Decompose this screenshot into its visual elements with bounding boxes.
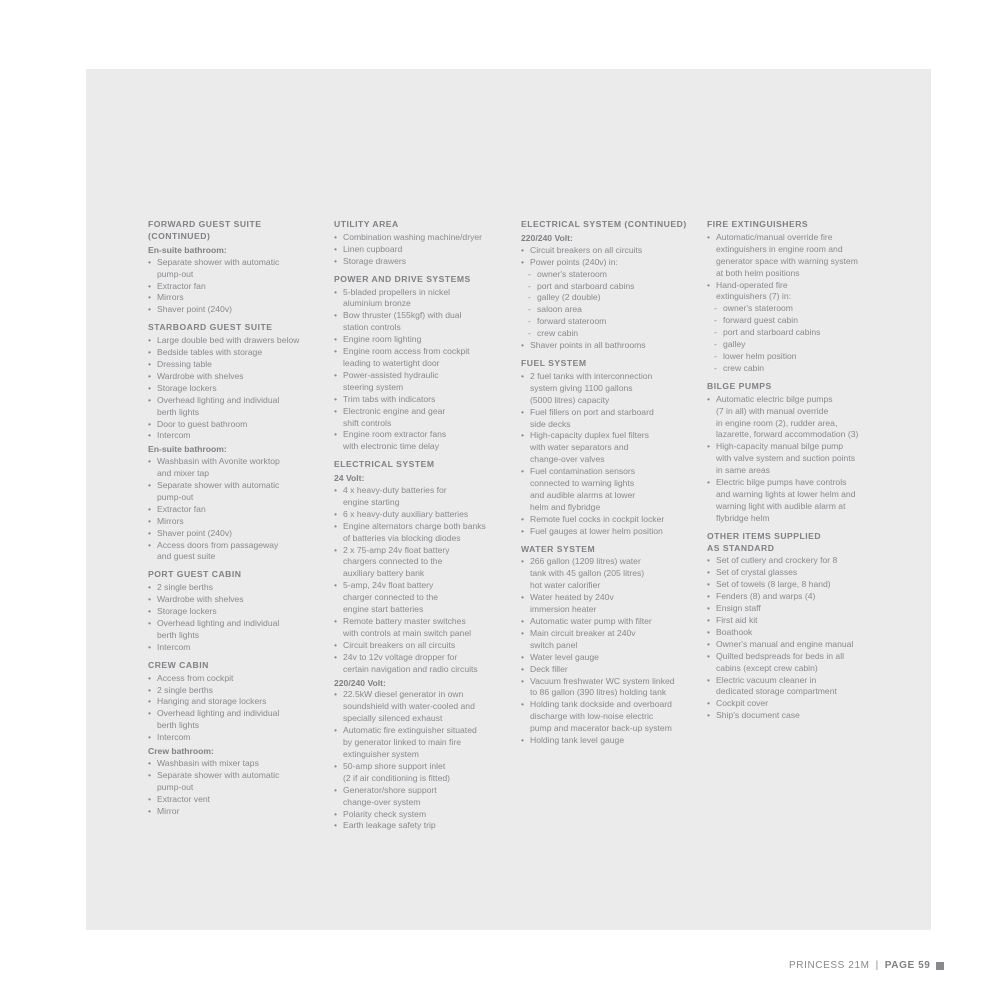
spec-item: • Automatic electric bilge pumps (7 in all) with manual override in engine room (2), rudder area, lazarette, forward accommodation (3) bbox=[707, 394, 879, 442]
spec-item: • Holding tank dockside and overboard discharge with low-noise electric pump and macerator back-up system bbox=[521, 699, 693, 735]
spec-item: • 2 single berths bbox=[148, 685, 320, 697]
spec-item: • Storage lockers bbox=[148, 383, 320, 395]
section-subheading: En-suite bathroom: bbox=[148, 444, 227, 455]
spec-sub-item: - galley bbox=[707, 339, 879, 351]
spec-item: • Hanging and storage lockers bbox=[148, 696, 320, 708]
spec-item: • Cockpit cover bbox=[707, 698, 879, 710]
spec-sub-item: - galley (2 double) bbox=[521, 292, 693, 304]
section-heading: WATER SYSTEM bbox=[521, 543, 596, 554]
section-heading: POWER AND DRIVE SYSTEMS bbox=[334, 273, 471, 284]
section-heading: ELECTRICAL SYSTEM bbox=[334, 459, 435, 470]
spec-list bbox=[707, 232, 879, 375]
spec-list bbox=[148, 673, 320, 744]
spec-item: • Intercom bbox=[148, 732, 320, 744]
spec-item: • 2 fuel tanks with interconnection system giving 1100 gallons (5000 litres) capacity bbox=[521, 371, 693, 407]
spec-item: • Remote battery master switches with controls at main switch panel bbox=[334, 616, 506, 640]
spec-item: • Electric bilge pumps have controls and warning lights at lower helm and warning light with audible alarm at flybridge helm bbox=[707, 477, 879, 525]
spec-item: • Storage lockers bbox=[148, 606, 320, 618]
spec-item: • Mirrors bbox=[148, 292, 320, 304]
spec-item: • 5-bladed propellers in nickel aluminium bronze bbox=[334, 287, 506, 311]
spec-item: • Washbasin with mixer taps bbox=[148, 758, 320, 770]
spec-column-1 bbox=[148, 219, 320, 818]
spec-item: • Electronic engine and gear shift controls bbox=[334, 406, 506, 430]
spec-item: • Engine room extractor fans with electronic time delay bbox=[334, 429, 506, 453]
spec-item: • Wardrobe with shelves bbox=[148, 594, 320, 606]
spec-item: • Earth leakage safety trip bbox=[334, 820, 506, 832]
section-subheading: En-suite bathroom: bbox=[148, 244, 227, 255]
square-icon bbox=[936, 962, 944, 970]
spec-item: • Large double bed with drawers below bbox=[148, 335, 320, 347]
spec-item: • Set of towels (8 large, 8 hand) bbox=[707, 579, 879, 591]
spec-item: • Remote fuel cocks in cockpit locker bbox=[521, 514, 693, 526]
spec-item: • Overhead lighting and individual berth lights bbox=[148, 618, 320, 642]
spec-column-3 bbox=[521, 219, 693, 747]
spec-item: • Access from cockpit bbox=[148, 673, 320, 685]
spec-item: • Ensign staff bbox=[707, 603, 879, 615]
spec-list bbox=[707, 394, 879, 525]
spec-item: • Fenders (8) and warps (4) bbox=[707, 591, 879, 603]
spec-item: • Vacuum freshwater WC system linked to 86 gallon (390 litres) holding tank bbox=[521, 676, 693, 700]
spec-item: • Main circuit breaker at 240v switch panel bbox=[521, 628, 693, 652]
spec-column-4 bbox=[707, 219, 879, 722]
spec-item: • Engine room access from cockpit leading to watertight door bbox=[334, 346, 506, 370]
spec-item: • Circuit breakers on all circuits bbox=[334, 640, 506, 652]
spec-item: • Bedside tables with storage bbox=[148, 347, 320, 359]
spec-item: • Trim tabs with indicators bbox=[334, 394, 506, 406]
spec-item: • Extractor fan bbox=[148, 504, 320, 516]
spec-column-2 bbox=[334, 219, 506, 832]
spec-sub-item: - crew cabin bbox=[521, 328, 693, 340]
spec-item: • Shaver points in all bathrooms bbox=[521, 340, 693, 352]
spec-list bbox=[148, 758, 320, 818]
spec-sub-item: - owner's stateroom bbox=[707, 303, 879, 315]
spec-item: • 2 x 75-amp 24v float battery chargers connected to the auxiliary battery bank bbox=[334, 545, 506, 581]
spec-item: • 5-amp, 24v float battery charger connected to the engine start batteries bbox=[334, 580, 506, 616]
spec-item: • Combination washing machine/dryer bbox=[334, 232, 506, 244]
spec-item: • 4 x heavy-duty batteries for engine starting bbox=[334, 485, 506, 509]
spec-item: • Quilted bedspreads for beds in all cabins (except crew cabin) bbox=[707, 651, 879, 675]
section-heading: FUEL SYSTEM bbox=[521, 357, 587, 368]
spec-item: • Separate shower with automatic pump-out bbox=[148, 257, 320, 281]
spec-list bbox=[148, 335, 320, 442]
footer-model: PRINCESS 21M bbox=[789, 960, 870, 971]
spec-item: • High-capacity duplex fuel filters with water separators and change-over valves bbox=[521, 430, 693, 466]
spec-item: • Washbasin with Avonite worktop and mixer tap bbox=[148, 456, 320, 480]
spec-item: • 24v to 12v voltage dropper for certain navigation and radio circuits bbox=[334, 652, 506, 676]
spec-item: • Access doors from passageway and guest suite bbox=[148, 540, 320, 564]
spec-item: • Linen cupboard bbox=[334, 244, 506, 256]
spec-item: • Fuel fillers on port and starboard side decks bbox=[521, 407, 693, 431]
spec-item: • 22.5kW diesel generator in own soundshield with water-cooled and specially silenced exhaust bbox=[334, 689, 506, 725]
section-heading: UTILITY AREA bbox=[334, 219, 399, 229]
spec-item: • Wardrobe with shelves bbox=[148, 371, 320, 383]
spec-list bbox=[334, 485, 506, 676]
spec-list bbox=[521, 245, 693, 352]
spec-item: • Boathook bbox=[707, 627, 879, 639]
spec-item: • Separate shower with automatic pump-out bbox=[148, 770, 320, 794]
spec-sub-item: - forward stateroom bbox=[521, 316, 693, 328]
spec-item: • Engine alternators charge both banks of batteries via blocking diodes bbox=[334, 521, 506, 545]
section-subheading: Crew bathroom: bbox=[148, 746, 214, 757]
spec-item: • Deck filler bbox=[521, 664, 693, 676]
spec-item: • Generator/shore support change-over system bbox=[334, 785, 506, 809]
spec-sub-item: - forward guest cabin bbox=[707, 315, 879, 327]
spec-item: • Set of cutlery and crockery for 8 bbox=[707, 555, 879, 567]
spec-list bbox=[521, 556, 693, 747]
spec-item: • Intercom bbox=[148, 642, 320, 654]
spec-item: • Overhead lighting and individual berth lights bbox=[148, 395, 320, 419]
spec-item: • Fuel gauges at lower helm position bbox=[521, 526, 693, 538]
spec-item: • Shaver point (240v) bbox=[148, 304, 320, 316]
section-heading: PORT GUEST CABIN bbox=[148, 569, 242, 580]
spec-item: • Power-assisted hydraulic steering system bbox=[334, 370, 506, 394]
spec-item: • Power points (240v) in: bbox=[521, 257, 693, 269]
spec-item: • Hand-operated fire extinguishers (7) in: bbox=[707, 280, 879, 304]
spec-item: • Dressing table bbox=[148, 359, 320, 371]
spec-item: • Mirrors bbox=[148, 516, 320, 528]
spec-item: • Overhead lighting and individual berth lights bbox=[148, 708, 320, 732]
spec-item: • Separate shower with automatic pump-out bbox=[148, 480, 320, 504]
spec-item: • 266 gallon (1209 litres) water tank with 45 gallon (205 litres) hot water calorifier bbox=[521, 556, 693, 592]
spec-item: • Engine room lighting bbox=[334, 334, 506, 346]
page-footer bbox=[789, 960, 944, 971]
spec-list bbox=[148, 257, 320, 317]
spec-list bbox=[521, 371, 693, 538]
spec-item: • Shaver point (240v) bbox=[148, 528, 320, 540]
spec-item: • 50-amp shore support inlet (2 if air conditioning is fitted) bbox=[334, 761, 506, 785]
spec-item: • Automatic water pump with filter bbox=[521, 616, 693, 628]
spec-item: • Door to guest bathroom bbox=[148, 419, 320, 431]
spec-list bbox=[334, 689, 506, 832]
spec-item: • Water heated by 240v immersion heater bbox=[521, 592, 693, 616]
spec-sub-item: - owner's stateroom bbox=[521, 269, 693, 281]
spec-item: • Mirror bbox=[148, 806, 320, 818]
section-heading: BILGE PUMPS bbox=[707, 380, 772, 391]
spec-item: • Fuel contamination sensors connected to warning lights and audible alarms at lower helm and flybridge bbox=[521, 466, 693, 514]
section-heading: ELECTRICAL SYSTEM (CONTINUED) bbox=[521, 219, 687, 229]
spec-item: • Water level gauge bbox=[521, 652, 693, 664]
spec-list bbox=[148, 456, 320, 563]
spec-item: • Electric vacuum cleaner in dedicated storage compartment bbox=[707, 675, 879, 699]
spec-item: • Automatic/manual override fire extinguishers in engine room and generator space with warning system at both helm positions bbox=[707, 232, 879, 280]
spec-list bbox=[334, 287, 506, 454]
spec-item: • 2 single berths bbox=[148, 582, 320, 594]
footer-page-number: PAGE 59 bbox=[884, 960, 931, 971]
spec-item: • Intercom bbox=[148, 430, 320, 442]
section-subheading: 220/240 Volt: bbox=[334, 677, 386, 688]
spec-item: • Ship's document case bbox=[707, 710, 879, 722]
spec-item: • Bow thruster (155kgf) with dual station controls bbox=[334, 310, 506, 334]
spec-list bbox=[148, 582, 320, 653]
spec-item: • Circuit breakers on all circuits bbox=[521, 245, 693, 257]
spec-item: • Owner's manual and engine manual bbox=[707, 639, 879, 651]
spec-item: • High-capacity manual bilge pump with valve system and suction points in same areas bbox=[707, 441, 879, 477]
spec-item: • Extractor vent bbox=[148, 794, 320, 806]
section-heading: STARBOARD GUEST SUITE bbox=[148, 322, 273, 333]
section-subheading: 220/240 Volt: bbox=[521, 232, 573, 243]
spec-item: • Automatic fire extinguisher situated by generator linked to main fire extinguisher system bbox=[334, 725, 506, 761]
footer-separator: | bbox=[875, 960, 879, 971]
spec-item: • 6 x heavy-duty auxiliary batteries bbox=[334, 509, 506, 521]
spec-item: • Extractor fan bbox=[148, 281, 320, 293]
section-subheading: 24 Volt: bbox=[334, 473, 365, 484]
spec-sub-item: - port and starboard cabins bbox=[521, 281, 693, 293]
spec-sub-item: - crew cabin bbox=[707, 363, 879, 375]
section-heading: CREW CABIN bbox=[148, 659, 209, 670]
spec-item: • First aid kit bbox=[707, 615, 879, 627]
section-heading: OTHER ITEMS SUPPLIED AS STANDARD bbox=[707, 530, 822, 553]
spec-item: • Set of crystal glasses bbox=[707, 567, 879, 579]
spec-item: • Holding tank level gauge bbox=[521, 735, 693, 747]
spec-list bbox=[707, 555, 879, 722]
spec-item: • Storage drawers bbox=[334, 256, 506, 268]
spec-list bbox=[334, 232, 506, 268]
spec-sub-item: - lower helm position bbox=[707, 351, 879, 363]
spec-sub-item: - port and starboard cabins bbox=[707, 327, 879, 339]
section-heading: FIRE EXTINGUISHERS bbox=[707, 219, 809, 229]
spec-sub-item: - saloon area bbox=[521, 304, 693, 316]
section-heading: FORWARD GUEST SUITE (CONTINUED) bbox=[148, 219, 262, 241]
spec-item: • Polarity check system bbox=[334, 809, 506, 821]
